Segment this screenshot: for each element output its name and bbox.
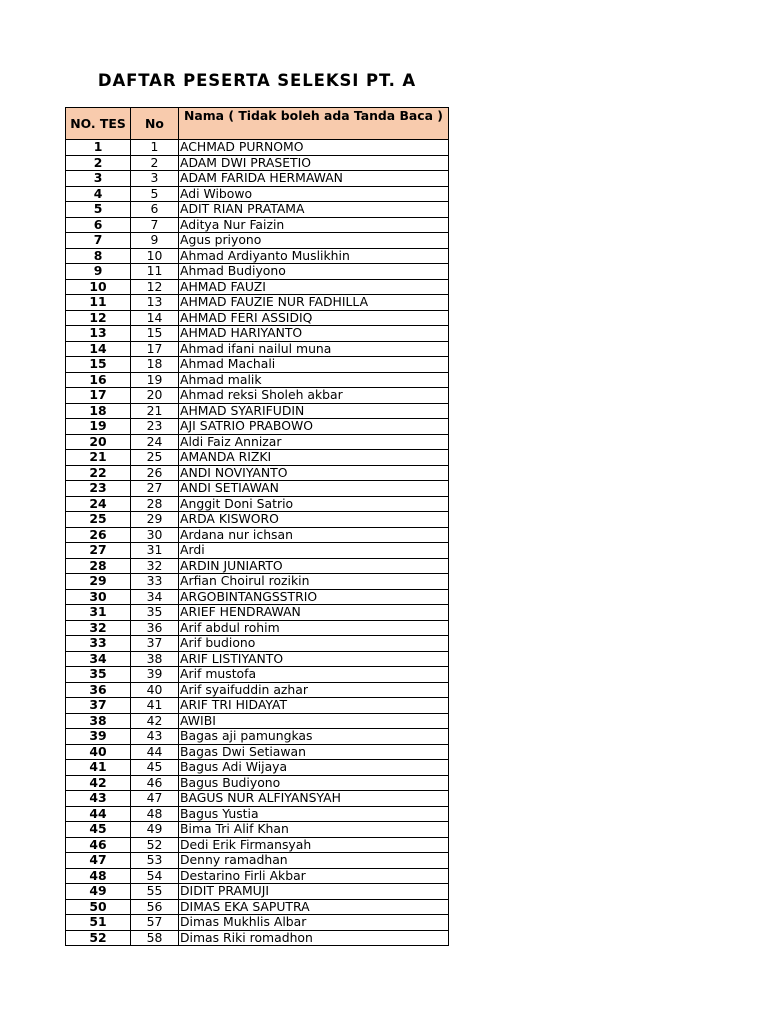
cell-nama: Bagus Budiyono [179,775,449,791]
cell-nama: ADIT RIAN PRATAMA [179,202,449,218]
cell-no: 31 [131,543,179,559]
cell-no: 58 [131,930,179,946]
cell-no-tes: 46 [66,837,131,853]
cell-no: 35 [131,605,179,621]
cell-no: 47 [131,791,179,807]
table-row [66,357,449,373]
cell-no-tes: 13 [66,326,131,342]
cell-no-tes: 36 [66,682,131,698]
cell-nama: Bagas Dwi Setiawan [179,744,449,760]
cell-nama: AHMAD FAUZI [179,279,449,295]
table-header-row [66,108,449,140]
cell-no: 6 [131,202,179,218]
table-row [66,682,449,698]
cell-nama: Bima Tri Alif Khan [179,822,449,838]
cell-no-tes: 31 [66,605,131,621]
table-row [66,388,449,404]
table-body [66,140,449,946]
cell-no-tes: 35 [66,667,131,683]
table-row [66,775,449,791]
table-row [66,202,449,218]
table-row [66,636,449,652]
table-row [66,248,449,264]
table-row [66,729,449,745]
table-row [66,899,449,915]
cell-no: 2 [131,155,179,171]
table-row [66,233,449,249]
table-row [66,326,449,342]
cell-no-tes: 22 [66,465,131,481]
cell-nama: Ahmad malik [179,372,449,388]
cell-nama: ARDIN JUNIARTO [179,558,449,574]
table-row [66,760,449,776]
table-row [66,589,449,605]
cell-no: 9 [131,233,179,249]
cell-no: 53 [131,853,179,869]
cell-no-tes: 23 [66,481,131,497]
cell-no-tes: 2 [66,155,131,171]
table-row [66,279,449,295]
cell-no-tes: 39 [66,729,131,745]
table-row [66,558,449,574]
header-no-tes: NO. TES [66,108,131,140]
cell-no: 30 [131,527,179,543]
cell-no-tes: 30 [66,589,131,605]
cell-no: 45 [131,760,179,776]
cell-no: 17 [131,341,179,357]
cell-no-tes: 11 [66,295,131,311]
cell-no-tes: 45 [66,822,131,838]
cell-no-tes: 8 [66,248,131,264]
table-row [66,341,449,357]
cell-no-tes: 42 [66,775,131,791]
cell-no-tes: 21 [66,450,131,466]
cell-no: 14 [131,310,179,326]
cell-no: 56 [131,899,179,915]
cell-no: 48 [131,806,179,822]
cell-nama: AJI SATRIO PRABOWO [179,419,449,435]
cell-no: 27 [131,481,179,497]
cell-nama: Aldi Faiz Annizar [179,434,449,450]
table-row [66,264,449,280]
table-row [66,574,449,590]
cell-no-tes: 10 [66,279,131,295]
cell-no-tes: 49 [66,884,131,900]
cell-nama: Arfian Choirul rozikin [179,574,449,590]
cell-nama: AMANDA RIZKI [179,450,449,466]
cell-no-tes: 25 [66,512,131,528]
cell-no-tes: 5 [66,202,131,218]
cell-nama: AHMAD HARIYANTO [179,326,449,342]
table-row [66,744,449,760]
cell-no-tes: 47 [66,853,131,869]
cell-nama: ARGOBINTANGSSTRIO [179,589,449,605]
cell-nama: AHMAD FAUZIE NUR FADHILLA [179,295,449,311]
table-row [66,543,449,559]
cell-nama: Dimas Mukhlis Albar [179,915,449,931]
cell-nama: ANDI SETIAWAN [179,481,449,497]
cell-nama: Ahmad Ardiyanto Muslikhin [179,248,449,264]
table-row [66,837,449,853]
cell-no-tes: 20 [66,434,131,450]
cell-no-tes: 44 [66,806,131,822]
cell-nama: ADAM DWI PRASETIO [179,155,449,171]
cell-no: 39 [131,667,179,683]
cell-no: 23 [131,419,179,435]
cell-no: 52 [131,837,179,853]
cell-nama: ARIF TRI HIDAYAT [179,698,449,714]
cell-nama: Arif abdul rohim [179,620,449,636]
table-row [66,930,449,946]
cell-no-tes: 43 [66,791,131,807]
cell-no: 33 [131,574,179,590]
cell-no: 21 [131,403,179,419]
cell-no: 29 [131,512,179,528]
cell-no-tes: 29 [66,574,131,590]
cell-no-tes: 24 [66,496,131,512]
cell-nama: Agus priyono [179,233,449,249]
table-row [66,806,449,822]
table-row [66,372,449,388]
table-row [66,868,449,884]
table-row [66,217,449,233]
cell-nama: ARIEF HENDRAWAN [179,605,449,621]
cell-nama: AHMAD SYARIFUDIN [179,403,449,419]
cell-no-tes: 48 [66,868,131,884]
cell-no: 7 [131,217,179,233]
cell-nama: Bagus Yustia [179,806,449,822]
cell-no-tes: 15 [66,357,131,373]
cell-nama: ACHMAD PURNOMO [179,140,449,156]
cell-no-tes: 27 [66,543,131,559]
cell-no-tes: 40 [66,744,131,760]
cell-nama: Ahmad Budiyono [179,264,449,280]
cell-no: 32 [131,558,179,574]
table-row [66,698,449,714]
cell-no-tes: 4 [66,186,131,202]
cell-nama: Dedi Erik Firmansyah [179,837,449,853]
cell-no: 25 [131,450,179,466]
cell-nama: Ahmad Machali [179,357,449,373]
cell-no: 41 [131,698,179,714]
cell-nama: ARDA KISWORO [179,512,449,528]
cell-nama: Ahmad ifani nailul muna [179,341,449,357]
cell-no: 44 [131,744,179,760]
cell-no-tes: 3 [66,171,131,187]
cell-no-tes: 52 [66,930,131,946]
table-row [66,884,449,900]
header-nama: Nama ( Tidak boleh ada Tanda Baca ) [179,108,449,140]
cell-no-tes: 41 [66,760,131,776]
cell-no: 15 [131,326,179,342]
cell-no-tes: 51 [66,915,131,931]
cell-nama: Arif mustofa [179,667,449,683]
cell-no-tes: 18 [66,403,131,419]
cell-no: 55 [131,884,179,900]
table-row [66,465,449,481]
cell-no-tes: 1 [66,140,131,156]
cell-nama: ANDI NOVIYANTO [179,465,449,481]
table-row [66,140,449,156]
cell-nama: Dimas Riki romadhon [179,930,449,946]
table-row [66,481,449,497]
cell-nama: DIDIT PRAMUJI [179,884,449,900]
table-row [66,620,449,636]
cell-nama: Ahmad reksi Sholeh akbar [179,388,449,404]
cell-no-tes: 7 [66,233,131,249]
cell-no: 49 [131,822,179,838]
page-title: DAFTAR PESERTA SELEKSI PT. A [97,71,417,90]
cell-no-tes: 17 [66,388,131,404]
table-row [66,713,449,729]
cell-no-tes: 50 [66,899,131,915]
table-row [66,496,449,512]
cell-nama: Bagas aji pamungkas [179,729,449,745]
cell-no: 20 [131,388,179,404]
cell-no-tes: 14 [66,341,131,357]
table-row [66,434,449,450]
table-row [66,915,449,931]
cell-no: 3 [131,171,179,187]
cell-no: 40 [131,682,179,698]
cell-no-tes: 33 [66,636,131,652]
table-row [66,651,449,667]
cell-no-tes: 37 [66,698,131,714]
table-row [66,791,449,807]
cell-no: 19 [131,372,179,388]
participant-table [65,107,449,946]
cell-no-tes: 28 [66,558,131,574]
cell-no-tes: 6 [66,217,131,233]
cell-nama: Destarino Firli Akbar [179,868,449,884]
cell-no-tes: 19 [66,419,131,435]
cell-no: 38 [131,651,179,667]
cell-no-tes: 9 [66,264,131,280]
cell-no-tes: 26 [66,527,131,543]
header-no: No [131,108,179,140]
table-row [66,310,449,326]
cell-nama: Arif syaifuddin azhar [179,682,449,698]
cell-no: 12 [131,279,179,295]
cell-nama: Bagus Adi Wijaya [179,760,449,776]
cell-nama: Arif budiono [179,636,449,652]
table-row [66,186,449,202]
cell-no: 46 [131,775,179,791]
cell-nama: Anggit Doni Satrio [179,496,449,512]
cell-nama: BAGUS NUR ALFIYANSYAH [179,791,449,807]
cell-nama: Denny ramadhan [179,853,449,869]
cell-no-tes: 38 [66,713,131,729]
table-row [66,295,449,311]
cell-no: 42 [131,713,179,729]
cell-nama: Ardi [179,543,449,559]
cell-nama: ADAM FARIDA HERMAWAN [179,171,449,187]
cell-no-tes: 34 [66,651,131,667]
table-row [66,171,449,187]
cell-no-tes: 32 [66,620,131,636]
cell-no: 37 [131,636,179,652]
cell-no: 54 [131,868,179,884]
cell-nama: Ardana nur ichsan [179,527,449,543]
cell-no: 24 [131,434,179,450]
table-row [66,403,449,419]
table-row [66,822,449,838]
cell-no: 28 [131,496,179,512]
cell-no: 43 [131,729,179,745]
table-row [66,450,449,466]
cell-nama: Adi Wibowo [179,186,449,202]
cell-no: 10 [131,248,179,264]
cell-nama: Aditya Nur Faizin [179,217,449,233]
cell-no: 57 [131,915,179,931]
table-row [66,667,449,683]
table-row [66,853,449,869]
cell-no: 5 [131,186,179,202]
cell-no: 11 [131,264,179,280]
cell-nama: ARIF LISTIYANTO [179,651,449,667]
table-row [66,605,449,621]
cell-no: 13 [131,295,179,311]
cell-no: 34 [131,589,179,605]
cell-no: 26 [131,465,179,481]
cell-no: 1 [131,140,179,156]
table-row [66,419,449,435]
cell-nama: AHMAD FERI ASSIDIQ [179,310,449,326]
cell-no-tes: 12 [66,310,131,326]
table-row [66,512,449,528]
cell-nama: AWIBI [179,713,449,729]
table-row [66,527,449,543]
cell-no: 18 [131,357,179,373]
cell-nama: DIMAS EKA SAPUTRA [179,899,449,915]
cell-no: 36 [131,620,179,636]
cell-no-tes: 16 [66,372,131,388]
table-row [66,155,449,171]
